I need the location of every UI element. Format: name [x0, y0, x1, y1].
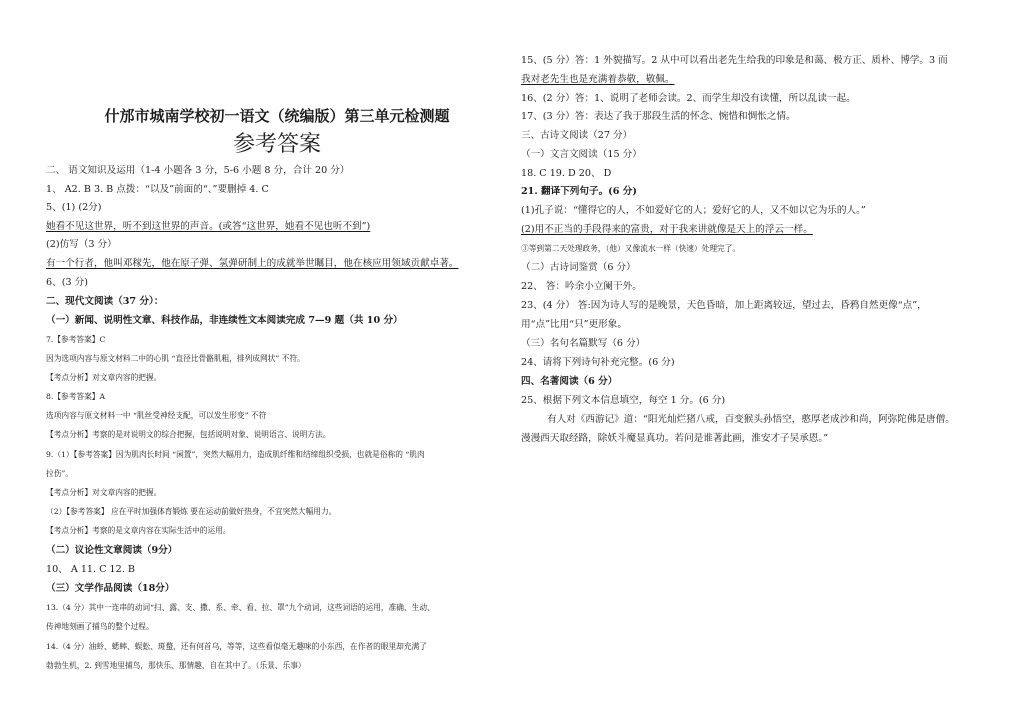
answer-line: 24、请将下列诗句补充完整。(6 分) — [521, 357, 675, 368]
answer-line: 【考点分析】对文章内容的把握。 — [46, 488, 162, 497]
answer-line: 18. C 19. D 20、 D — [521, 168, 612, 179]
answer-line: 用“点”比用“只”更形象。 — [521, 319, 627, 330]
answer-line: 16、(2 分）答：1、说明了老师会读。2、而学生却没有读懂，所以乱读一起。 — [521, 93, 856, 104]
answer-line: 【考点分析】考察的是对说明文的综合把握，包括说明对象、说明语言、说明方法。 — [46, 430, 331, 439]
answer-line: （2）【参考答案】 应在平时加强体育锻炼 要在运动前做好热身，不宜突然大幅用力。 — [46, 507, 337, 516]
answer-line: (2)仿写（3 分） — [46, 239, 117, 250]
answer-line: 7.【参考答案】C — [46, 335, 106, 344]
section-heading: 二、现代文阅读（37 分）： — [46, 296, 164, 307]
answer-line: (1)孔子说：“懂得它的人，不如爱好它的人；爱好它的人，又不如以它为乐的人。” — [521, 205, 866, 216]
answer-line: 21. 翻译下列句子。(6 分) — [521, 186, 637, 197]
answer-line: 15、(5 分）答：1 外貌描写。2 从中可以看出老先生给我的印象是和蔼、极方正、质朴、博学。3 而 — [521, 55, 948, 66]
answer-line: 22、 答：吟余小立阑干外。 — [521, 281, 642, 292]
section-heading: （二）古诗词鉴赏（6 分） — [521, 262, 636, 273]
answer-line: 9.（1）【参考答案】因为肌肉长时间 “闲置”，突然大幅用力，造成肌纤维和结缔组织受损，也就是俗称的 “肌肉 — [46, 450, 425, 459]
section-heading: 四、名著阅读（6 分） — [521, 376, 618, 387]
section-heading: （一）文言文阅读（15 分） — [521, 149, 642, 160]
answer-line: 她看不见这世界，听不到这世界的声音。(或答“这世界，她看不见也听不到”) — [46, 221, 371, 232]
document-subtitle: 参考答案 — [232, 132, 321, 157]
section-heading: 二、 语文知识及运用（1-4 小题各 3 分，5-6 小题 8 分，合计 20 分） — [46, 165, 350, 176]
section-heading: （三）名句名篇默写（6 分） — [521, 338, 646, 349]
answer-line: 我对老先生也是充满着恭敬，敬佩。 — [521, 74, 675, 85]
answer-line: 8.【参考答案】A — [46, 392, 106, 401]
answer-line: 23、(4 分） 答:因为诗人写的是晚景，天色昏暗，加上距离较远，望过去，昏鸦自然更像“点”， — [521, 300, 927, 311]
document-title: 什邡市城南学校初一语文（统编版）第三单元检测题 — [104, 107, 450, 125]
answer-line: 6、(3 分) — [46, 277, 88, 288]
section-heading: （二）议论性文章阅读（9分） — [46, 545, 178, 556]
answer-line: 有一个行者，他叫邓稼先，他在原子弹、氢弹研制上的成就举世瞩目，他在核应用领域贡献卓著。 — [46, 258, 459, 269]
answer-line: 10、 A 11. C 12. B — [46, 564, 135, 575]
answer-line: 14.（4 分）油蛉、蟋蟀、蜈蚣、斑蝥，还有何首乌，等等，这些看似毫无趣味的小东西，在作者的眼里却充满了 — [46, 642, 427, 651]
answer-line: 拉伤”。 — [46, 469, 73, 478]
answer-line: 选项内容与原文材料一中 “肌丝受神经支配，可以发生形变” 不符 — [46, 411, 267, 420]
answer-line: 【考点分析】对文章内容的把握。 — [46, 373, 162, 382]
answer-line: 【考点分析】考察的是文章内容在实际生活中的运用。 — [46, 526, 231, 535]
answer-line: 漫漫西天取经路，除妖斗魔显真功。若问是谁著此画，淮安才子吴承恩。” — [521, 433, 829, 444]
answer-line: 5、(1) (2分) — [46, 202, 102, 213]
answer-line: 25、根据下列文本信息填空，每空 1 分。(6 分) — [521, 395, 726, 406]
answer-line: (2)用不正当的手段得来的富贵，对于我来讲就像是天上的浮云一样。 — [521, 224, 813, 235]
answer-line: 因为选项内容与原文材料二中的心肌 “直径比骨骼肌粗，排列成网状” 不符。 — [46, 354, 305, 363]
answer-line: 传神地刻画了捕鸟的整个过程。 — [46, 622, 154, 631]
section-heading: （三）文学作品阅读（18分） — [46, 583, 175, 594]
answer-line: ③等到第二天处理政务，（他）又像流水一样（快速）处理完了。 — [521, 244, 741, 253]
answer-line: 勃勃生机，2. 到雪地里捕鸟，那快乐、那情趣，自在其中了。（乐景、乐事） — [46, 661, 306, 670]
answer-line: 有人对《西游记》道：“阳光灿烂猪八戒，百变猴头孙悟空，憨厚老成沙和尚，阿弥陀佛是唐僧。 — [547, 414, 955, 425]
answer-line: 1、 A2. B 3. B 点拨：“以及”前面的“、”要删掉 4. C — [46, 184, 269, 195]
section-heading: （一）新闻、说明性文章、科技作品，非连续性文本阅读完成 7—9 题（共 10 分） — [46, 315, 403, 326]
answer-line: 17、(3 分）答：表达了我于那段生活的怀念、惋惜和惆怅之情。 — [521, 111, 796, 122]
section-heading: 三、古诗文阅读（27 分） — [521, 130, 633, 141]
answer-line: 13.（4 分）其中一连串的动词“扫、露、支、撒、系、牵、看、拉、罩”九个动词，这些词语的运用，准确、生动、 — [46, 603, 435, 612]
